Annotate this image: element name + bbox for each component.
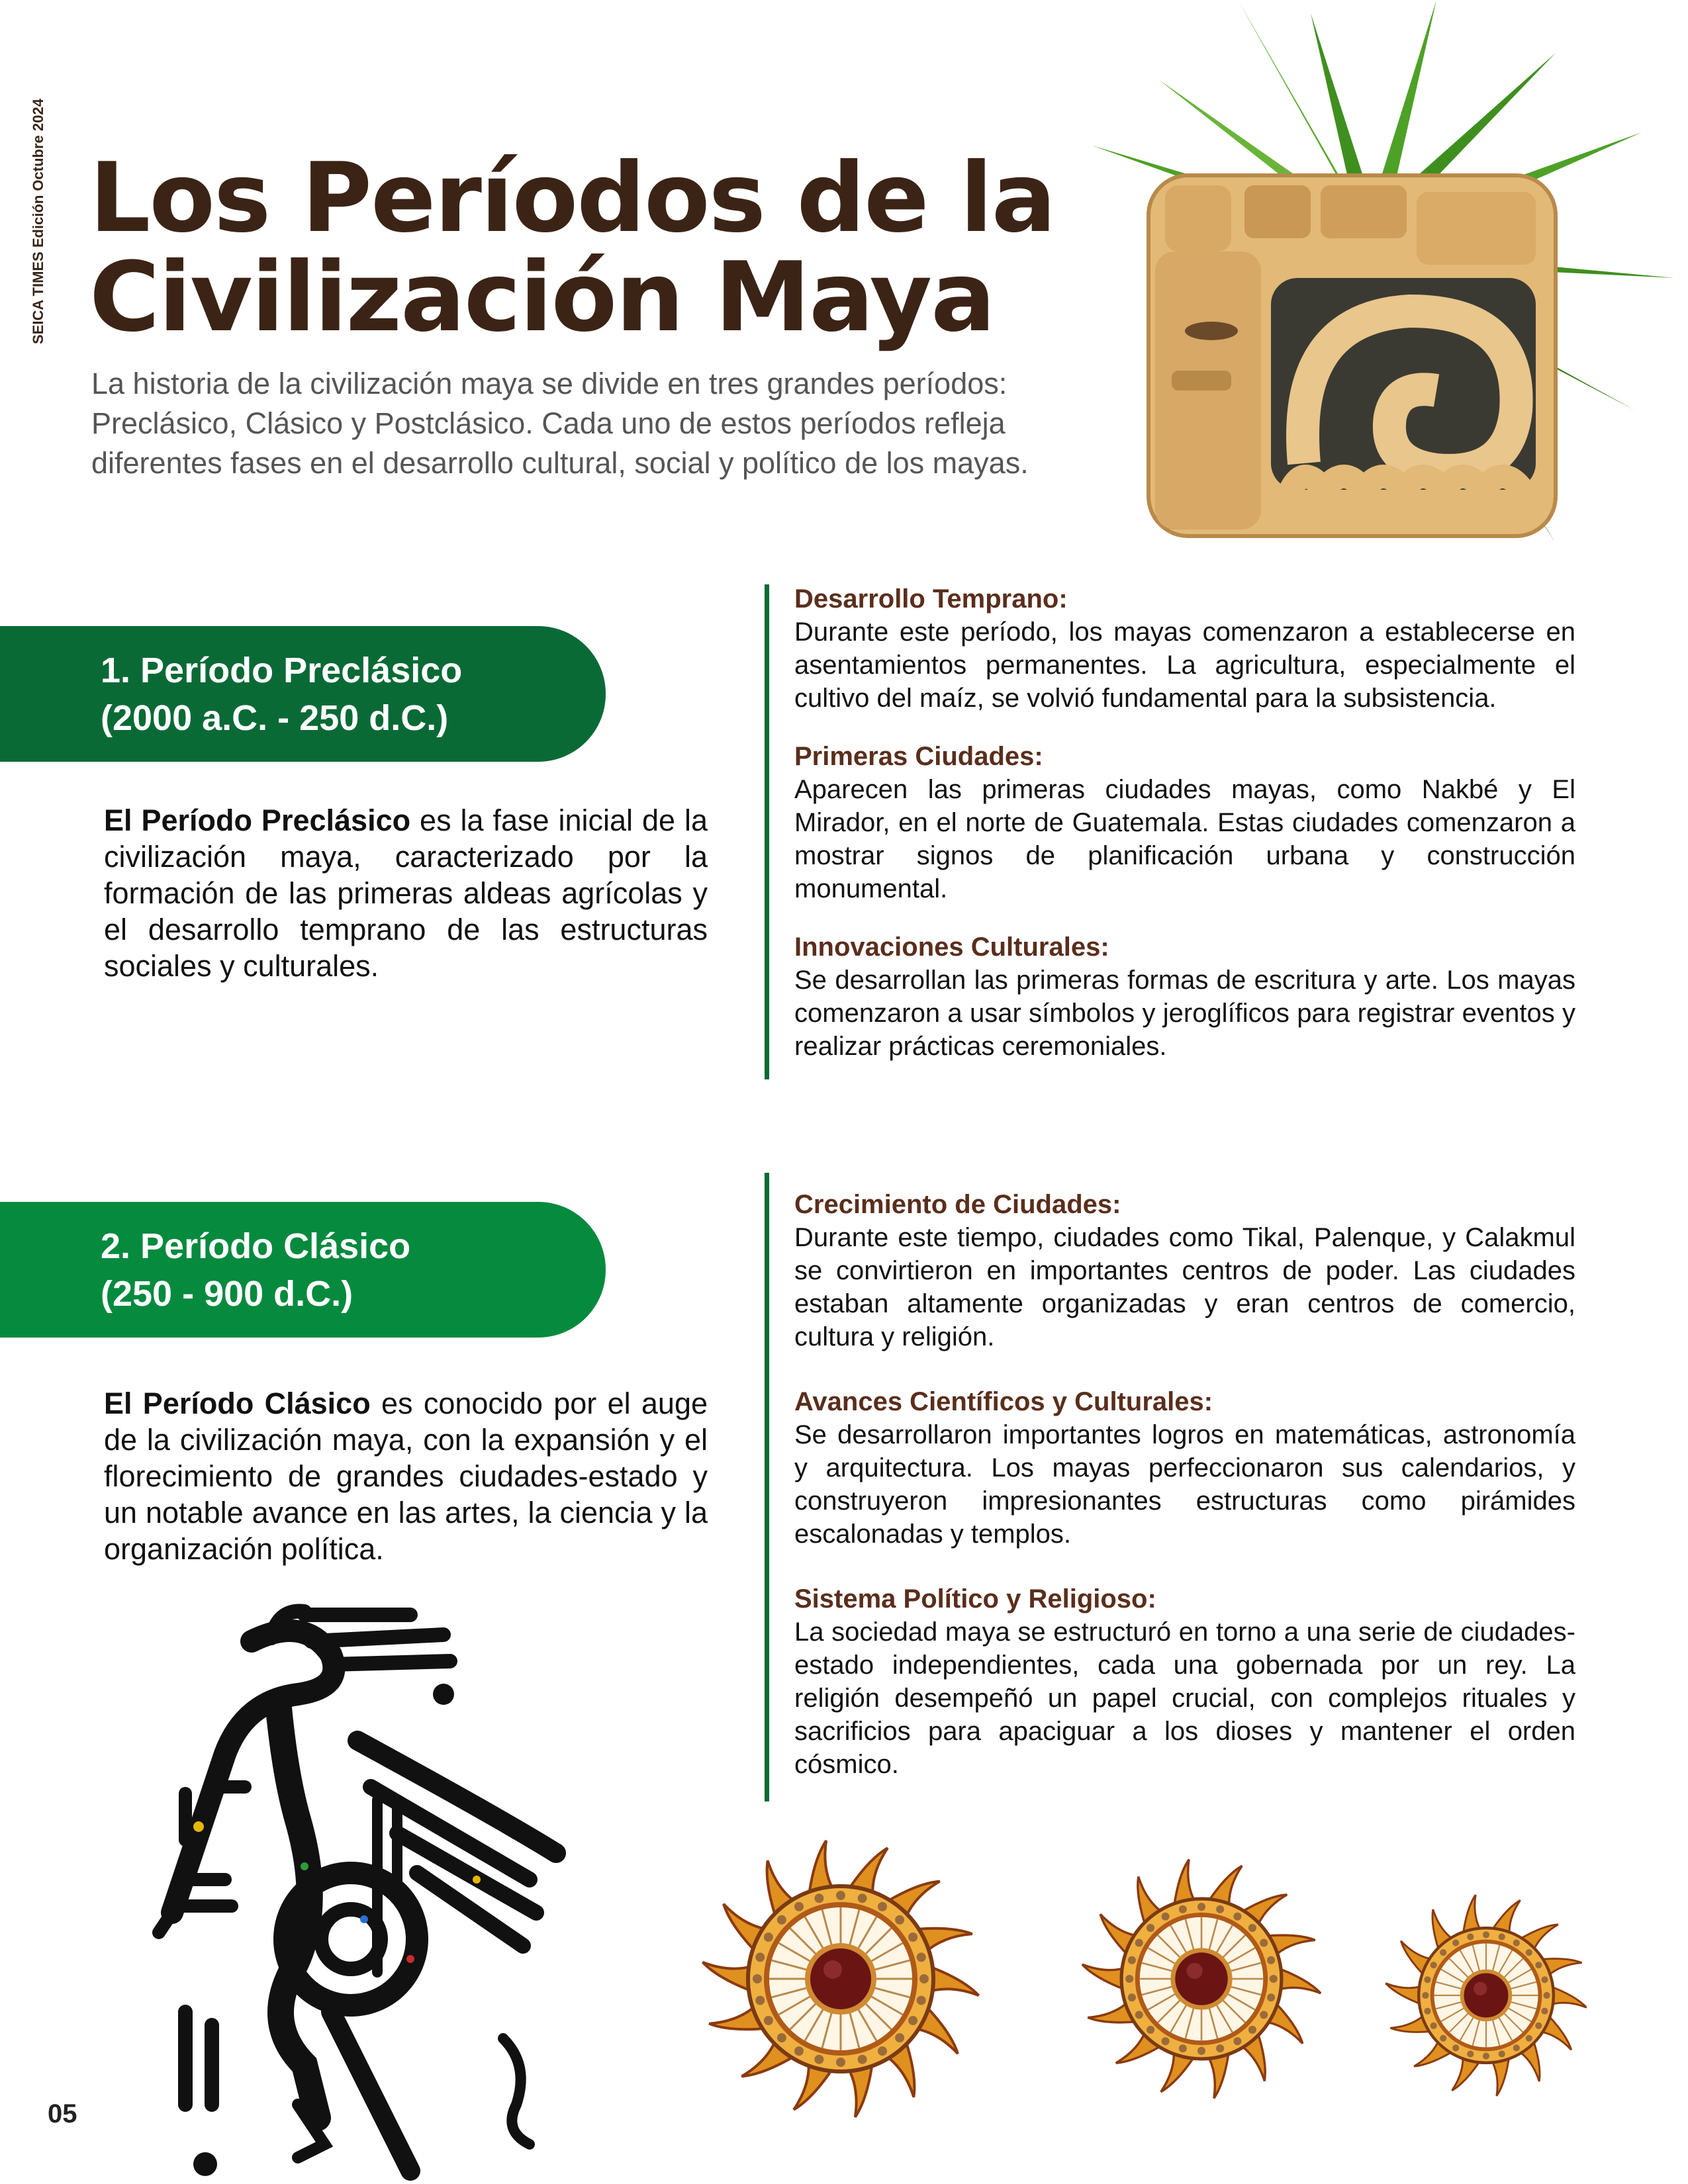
section-2-lead-bold: El Período Clásico	[104, 1387, 371, 1420]
section-2-heading	[0, 1202, 606, 1338]
sun-ornament	[695, 1833, 986, 2124]
section-1-title: 1. Período Preclásico	[101, 650, 463, 690]
point-block	[794, 1188, 1575, 1353]
point-title: Desarrollo Temprano:	[794, 584, 1068, 614]
masthead: SEICA TIMES Edición Octubre 2024	[30, 99, 46, 344]
title-line-1: Los Períodos de la	[89, 142, 1055, 254]
section-1-lead	[104, 802, 708, 984]
section-2-dates: (250 - 900 d.C.)	[101, 1273, 353, 1314]
point-block	[794, 740, 1575, 905]
point-block	[794, 1582, 1575, 1781]
section-2-lead-text: es conocido por el auge de la civilización maya, con la expansión y el florecimiento de grandes ciudades-estado y un notable avance en las artes, la ciencia y la organización política.	[104, 1387, 708, 1566]
section-1-heading	[0, 626, 606, 762]
point-title: Innovaciones Culturales:	[794, 933, 1109, 962]
point-block	[794, 1385, 1575, 1551]
maya-glyph-illustration	[1092, 0, 1681, 569]
maya-bird-illustration	[132, 1602, 609, 2184]
section-2-title: 2. Período Clásico	[101, 1226, 411, 1266]
page-number: 05	[48, 2099, 77, 2128]
section-1-lead-text: es la fase inicial de la civilización maya, caracterizado por la formación de las primeras aldeas agrícolas y el desarrollo temprano de las estructuras sociales y culturales.	[104, 803, 708, 983]
point-block	[794, 931, 1575, 1063]
intro-paragraph: La historia de la civilización maya se divide en tres grandes períodos: Preclásico, Clásico y Postclásico. Cada uno de estos períodos refleja diferentes fases en el desarrollo cultural, social y político de los mayas.	[91, 367, 1029, 480]
section-2-points	[794, 1188, 1575, 1813]
sun-ornament	[1076, 1853, 1327, 2105]
point-title: Sistema Político y Religioso:	[794, 1584, 1156, 1614]
point-title: Avances Científicos y Culturales:	[794, 1387, 1213, 1416]
point-title: Crecimiento de Ciudades:	[794, 1190, 1121, 1219]
point-title: Primeras Ciudades:	[794, 742, 1043, 771]
point-text: Se desarrollaron importantes logros en matemáticas, astronomía y arquitectura. Los mayas perfeccionaron sus calendarios, y construyeron impresionantes estructuras como pirámides escalonadas y templos.	[794, 1420, 1575, 1549]
point-text: Aparecen las primeras ciudades mayas, como Nakbé y El Mirador, en el norte de Guatemala. Estas ciudades comenzaron a mostrar signos de planificación urbana y construcción monumental.	[794, 775, 1575, 903]
section-1-divider	[765, 584, 769, 1079]
section-2-divider	[765, 1173, 769, 1801]
point-text: Se desarrollan las primeras formas de escritura y arte. Los mayas comenzaron a usar símbolos y jeroglíficos para registrar eventos y realizar prácticas ceremoniales.	[794, 966, 1575, 1061]
point-text: La sociedad maya se estructuró en torno a una serie de ciudades-estado independientes, cada una gobernada por un rey. La religión desempeñó un papel crucial, con complejos rituales y sacrificios para apaciguar a los dioses y mantener el orden cósmico.	[794, 1617, 1575, 1779]
section-1-points	[794, 582, 1575, 1088]
point-text: Durante este período, los mayas comenzaron a establecerse en asentamientos permanentes. La agricultura, especialmente el cultivo del maíz, se volvió fundamental para la subsistencia.	[794, 617, 1575, 713]
sun-ornament	[1380, 1889, 1592, 2101]
section-1-lead-bold: El Período Preclásico	[104, 803, 411, 837]
point-block	[794, 582, 1575, 715]
section-2-lead	[104, 1385, 708, 1567]
title-line-2: Civilización Maya	[89, 242, 995, 353]
section-1-dates: (2000 a.C. - 250 d.C.)	[101, 698, 449, 738]
page-title	[89, 142, 1096, 353]
point-text: Durante este tiempo, ciudades como Tikal, Palenque, y Calakmul se convirtieron en importantes centros de poder. Las ciudades estaban altamente organizadas y eran centros de comercio, cultura y religión.	[794, 1223, 1575, 1351]
